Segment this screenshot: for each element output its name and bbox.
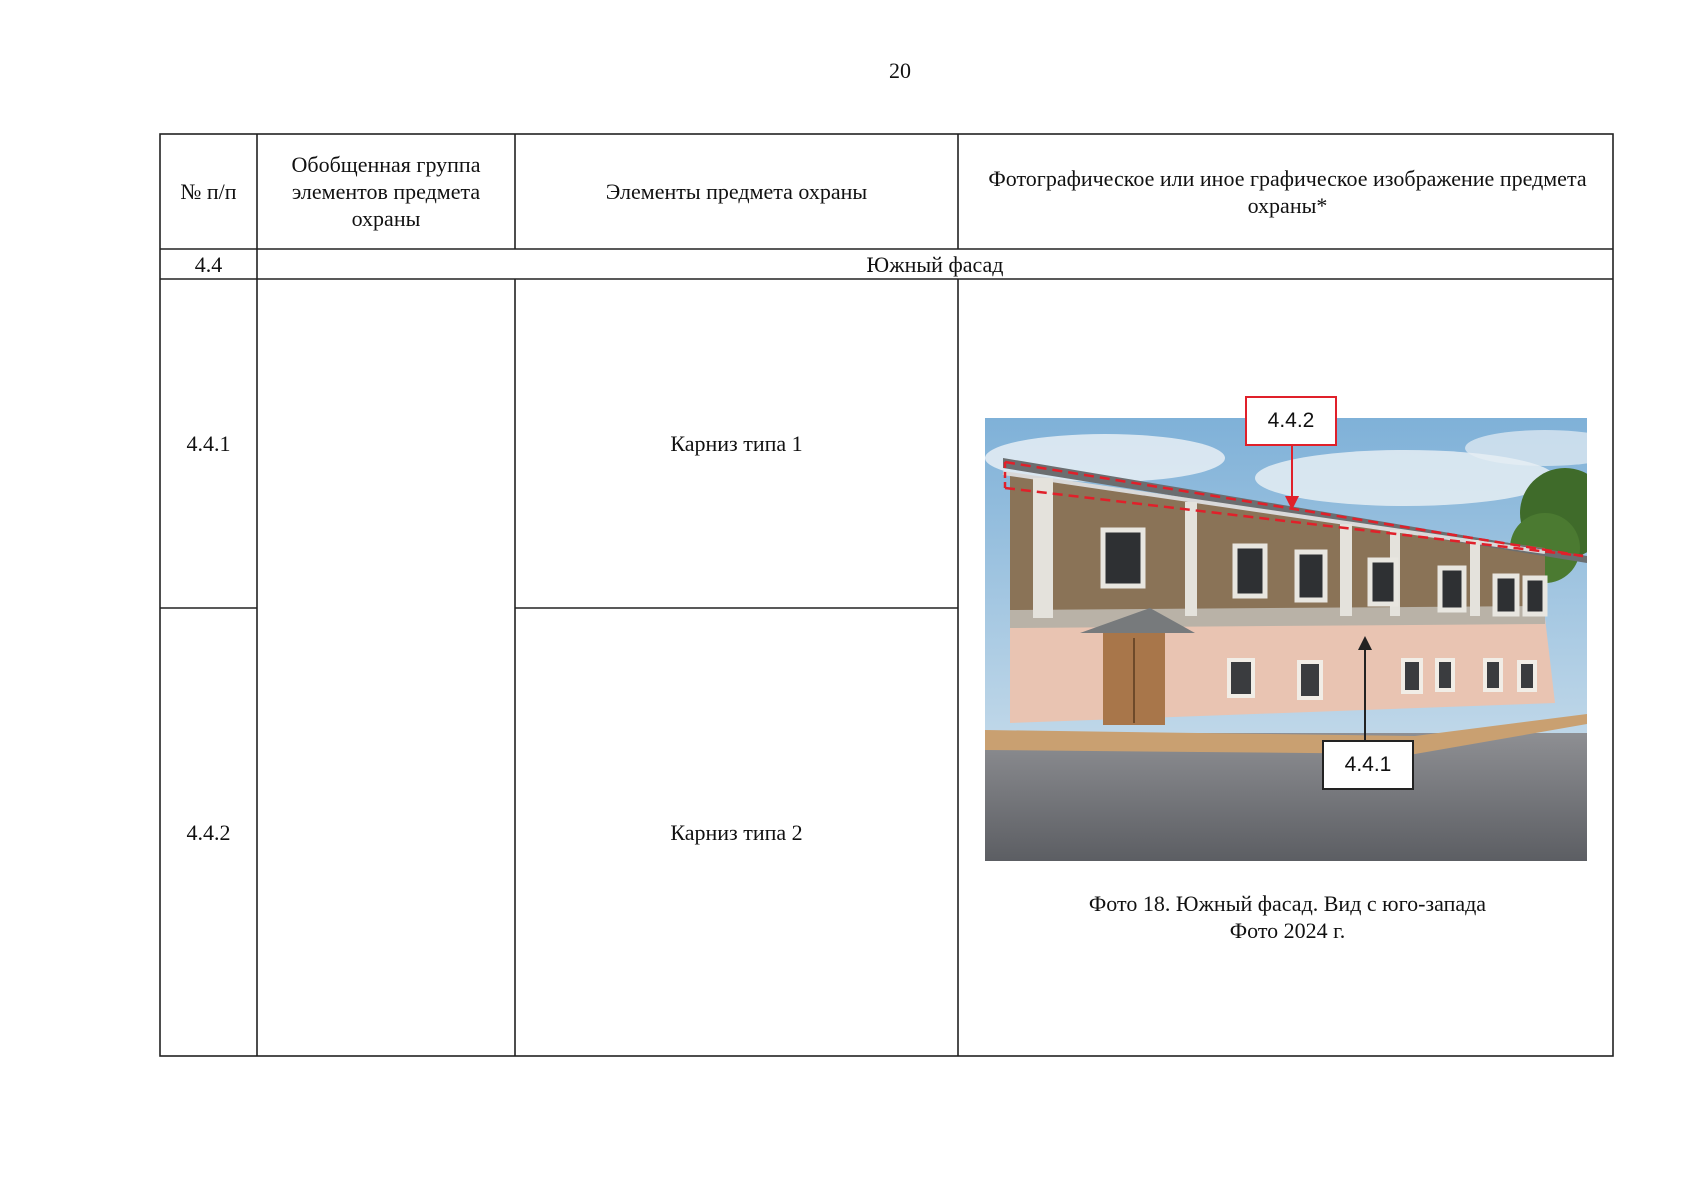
facade-photo <box>985 418 1587 861</box>
photo-caption <box>970 890 1605 944</box>
header-group: Обобщенная группа элементов предмета охраны <box>291 152 481 231</box>
header-elements: Элементы предмета охраны <box>605 179 868 204</box>
row-number: 4.4.1 <box>186 431 231 456</box>
section-number: 4.4 <box>194 251 223 277</box>
page-number: 20 <box>889 58 911 83</box>
caption-line-1: Фото 18. Южный фасад. Вид с юго-запада <box>1088 891 1487 916</box>
row-number: 4.4.2 <box>186 819 231 845</box>
annotation-label-bottom: 4.4.1 <box>1322 740 1414 790</box>
header-number: № п/п <box>180 179 237 204</box>
row-element: Карниз типа 2 <box>670 819 803 845</box>
caption-line-2: Фото 2024 г. <box>1229 918 1346 943</box>
header-image: Фотографическое или иное графическое изображение предмета охраны* <box>988 165 1587 218</box>
annotation-label-top: 4.4.2 <box>1245 396 1337 446</box>
section-title: Южный фасад <box>866 251 1004 277</box>
row-element: Карниз типа 1 <box>670 431 803 456</box>
